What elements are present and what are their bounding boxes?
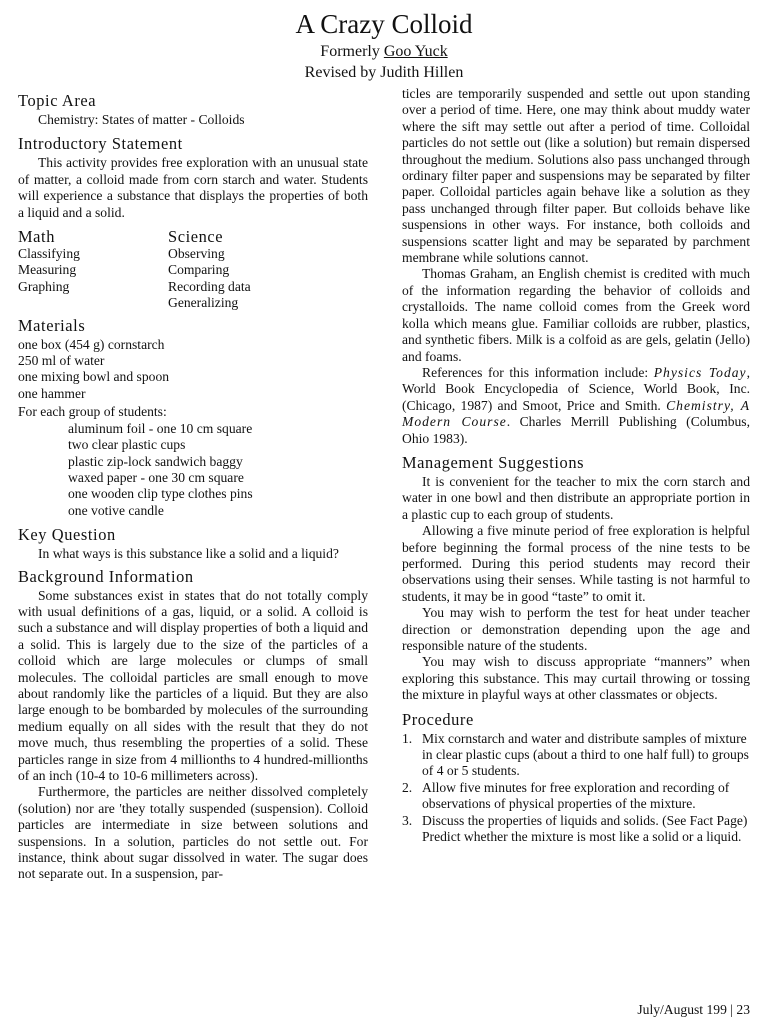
material-item: one hammer (18, 385, 86, 401)
group-material-item: waxed paper - one 30 cm square (68, 469, 244, 485)
left-column (18, 86, 368, 883)
material-item: one mixing bowl and spoon (18, 369, 170, 385)
science-list (168, 246, 368, 312)
material-item: one box (454 g) cornstarch (18, 336, 165, 352)
references-text: . Charles Merrill Publishing (Columbus, Ohio 1983). (402, 414, 750, 446)
page-title: A Crazy Colloid (295, 9, 473, 39)
group-material-item: aluminum foil - one 10 cm square (68, 420, 253, 436)
background-heading: Background Information (18, 566, 194, 586)
formerly-label: Formerly (320, 43, 384, 60)
step-number: 2. (402, 779, 413, 795)
material-item: 250 ml of water (18, 353, 105, 369)
procedure-step (402, 731, 750, 780)
references-text: References for this information include: (422, 364, 654, 380)
science-item: Observing (168, 246, 225, 262)
management-paragraph: You may wish to perform the test for heat under teacher direction or demonstration depending upon the age and responsible nature of the students. (402, 605, 750, 653)
page-footer: July/August 199 | 23 (637, 1002, 750, 1017)
step-text: Mix cornstarch and water and distribute samples of mixture in clear plastic cups (about a third to one half full) to groups of 4 or 5 students. (422, 730, 749, 779)
management-heading: Management Suggestions (402, 452, 585, 472)
math-heading: Math (18, 227, 55, 247)
science-item: Generalizing (168, 295, 239, 311)
references-paragraph (402, 365, 750, 447)
group-material-item: one wooden clip type clothes pins (68, 486, 253, 502)
math-item: Graphing (18, 278, 70, 294)
intro-heading: Introductory Statement (18, 134, 183, 154)
step-number: 3. (402, 812, 413, 828)
materials-heading: Materials (18, 315, 86, 335)
procedure-step (402, 780, 750, 813)
former-title: Goo Yuck (383, 43, 448, 60)
references-title: Physics Today (653, 364, 747, 380)
references-title: Chemistry, A Modern Course (402, 397, 750, 430)
revised-by: Revised by Judith Hillen (304, 64, 464, 81)
key-question-text: In what ways is this substance like a solid and a liquid? (38, 546, 339, 562)
science-item: Comparing (168, 262, 230, 278)
background-paragraph: Furthermore, the particles are neither dissolved completely (solution) nor are 'they totally suspended (suspension). Colloid particles are intermediate in size between solutions and suspensions. In a solution, particles do not settle out. For instance, think about sugar dissolved in water. The sugar does not separate out. In a suspension, par- (18, 784, 368, 882)
topic-heading: Topic Area (18, 91, 97, 110)
math-item: Measuring (18, 262, 77, 278)
background-paragraph: Some substances exist in states that do not totally comply with usual definitions of a gas, liquid, or a solid. A colloid is such a substance and will display properties of both a liquid and a solid. This is largely due to the size of the particles of a colloid which are large molecules or clumps of small molecules. The colloidal particles are small enough to move about randomly like the particles of a liquid. But they are also large enough to be bombarded by molecules of the surrounding medium equally on all sides with the result that they do not move much, thus resembling the properties of a solid. These particles range in size from 4 millionths to 4 hundred-millionths of an inch (10-4 to 10-6 millimeters across). (18, 587, 368, 783)
step-text: Discuss the properties of liquids and solids. (See Fact Page) Predict whether the mixture is most like a solid or a liquid. (422, 812, 748, 845)
references-text: , World Book Encyclopedia of Science, World Book, Inc. (Chicago, 1987) and Smoot, Price and Smith. (402, 364, 750, 413)
intro-text: This activity provides free exploration with an unusual state of matter, a colloid made from corn starch and water. Students will experience a substance that displays the properties of both a liquid and a solid. (18, 155, 368, 220)
math-list (18, 246, 168, 312)
formerly-line (0, 42, 768, 62)
background-paragraph: ticles are temporarily suspended and settle out upon standing over a period of time. Here, one may think about muddy water where the sift may settle out after a period of time. Colloidal particles do not settle out (like a solution) but remain dispersed throughout the medium. Solutions also pass unchanged through ordinary filter paper and suspensions may be separated by filter paper. Colloidal particles again behave like a solution as they pass unchanged through filter paper. But colloids behave like suspensions in other ways. For instance, both colloids and suspensions scatter light and may be separated by parchment membrane while solutions cannot. (402, 86, 750, 266)
science-heading: Science (168, 227, 224, 247)
group-material-list (68, 421, 368, 519)
management-paragraph: You may wish to discuss appropriate “manners” when exploring this substance. This may curtail throwing or tossing the mixture in playful ways at other classmates or objects. (402, 654, 750, 703)
group-material-item: plastic zip-lock sandwich baggy (68, 453, 243, 469)
procedure-list (402, 731, 750, 846)
group-material-item: two clear plastic cups (68, 437, 186, 453)
math-item: Classifying (18, 246, 80, 262)
right-column (402, 86, 750, 845)
skills-headings (18, 227, 368, 246)
procedure-step (402, 813, 750, 846)
step-number: 1. (402, 730, 413, 746)
topic-text: Chemistry: States of matter - Colloids (38, 112, 245, 127)
group-label: For each group of students: (18, 404, 167, 420)
key-question-heading: Key Question (18, 525, 116, 545)
background-paragraph: Thomas Graham, an English chemist is credited with much of the information regarding the behavior of colloids and crystalloids. The name colloid comes from the Greek word kolla which means glue. Familiar colloids are rubber, plastics, and synthetic fibers. Milk is a colfoid as are gels, gelatin (Jello) and foams. (402, 266, 750, 364)
step-text: Allow five minutes for free exploration and recording of observations of physical properties of the mixture. (422, 779, 730, 812)
group-material-item: one votive candle (68, 502, 164, 518)
science-item: Recording data (168, 278, 251, 294)
procedure-heading: Procedure (402, 709, 474, 729)
skills-lists (18, 246, 368, 312)
management-paragraph: It is convenient for the teacher to mix the corn starch and water in one bowl and then distribute an appropriate portion in a plastic cup to each group of students. (402, 473, 750, 522)
management-paragraph: Allowing a five minute period of free exploration is helpful before beginning the formal process of the nine tests to be performed. During this period students may record their observations using their senses. While tasting is not harmful to students, it may be in good “taste” to omit it. (402, 523, 750, 604)
